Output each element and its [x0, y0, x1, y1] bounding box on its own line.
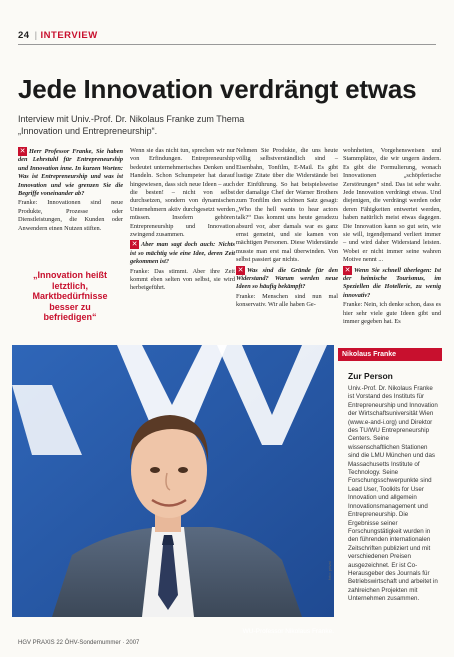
question-marker-icon: ✕: [131, 240, 138, 249]
text-column-3: [236, 147, 338, 311]
text-column-2: [130, 147, 235, 294]
answer: Franke: Das stimmt. Aber ihre Zeit kommt eben selten von selbst, sie wird herbeigeführt.: [130, 267, 235, 292]
question: Was sind die Gründe für den Widerstand? Warum werden neue Ideen so häufig bekämpft?: [236, 266, 338, 291]
intro-text: Interview mit Univ.-Prof. Dr. Nikolaus Franke zum Thema „Innovation und Entrepreneurship“.: [18, 114, 245, 136]
header-rule: [18, 44, 436, 45]
answer: Franke: Innovationen sind neue Produkte, Prozesse oder Dienstleistungen, die Kunden oder Anwendern einen Nutzen stiften.: [18, 199, 123, 232]
section-header: [18, 28, 98, 42]
page-footer: HGV PRAXIS 22 ÖHV-Sondernummer · 2007: [18, 640, 140, 646]
question-marker-icon: ✕: [19, 147, 26, 155]
portrait-photo: [12, 345, 334, 617]
header-divider: |: [34, 29, 38, 41]
answer: Franke: Menschen sind nun mal konservativ. Wir alle haben Ge-: [236, 292, 338, 309]
paragraph: wohnheiten, Vorgehensweisen und Stammplätze, die wir ungern ändern. Es gibt die Formulierung, wonach Innovationen „schöpferische Zerstörungen“ sind. Das ist sehr wahr. Jede Innovation verdrängt etwas. Und diejenigen, die verdrängt werden oder deren Fähigkeiten entwertet werden, haben natürlich meist etwas dagegen. Die Innovation kann so gut sein, wie sie will, irgendjemand verliert immer – und wird daher Widerstand leisten. Wobei er nicht immer seine wahren Motive nennt ...: [343, 147, 441, 264]
answer: Franke: Nein, ich denke schon, dass es hier sehr viele gute Ideen gibt und immer gegeben hat. Es: [343, 301, 441, 326]
question: Herr Professor Franke, Sie haben den Lehrstuhl für Entrepreneurship und Innovation inne. In kurzen Worten: Was ist Entrepreneurship und was ist Innovation und wie grenzen Sie die Begriffe voneinander ab?: [18, 147, 123, 197]
page-number: 24: [18, 29, 30, 41]
paragraph: Nehmen Sie Produkte, die uns heute völlig selbstverständlich sind – Eisenbahn, Tonfilm, E-Mail. Es gibt lustige Zitate über die Widerstände bei der Einführung. So hat beispielsweise der damalige Chef der Warner Brothers zum Tonfilm den schönen Satz gesagt: „Who the hell wants to hear actors talk?“ Das kommt uns heute geradezu absurd vor, aber damals war es ganz ernst gemeint, und sie kamen von mächtigen Personen. Diese Widerstände musste man erst mal überwinden. Von selbst passiert gar nichts.: [236, 147, 338, 264]
question-marker-icon: ✕: [237, 265, 244, 274]
bio-sidebar: [338, 348, 442, 623]
sidebar-body: Univ.-Prof. Dr. Nikolaus Franke ist Vorstand des Instituts für Entrepreneurship und Innovation der Wirtschaftsuniversität Wien (www.e-and-i.org) und Direktor des TU/WU Entrepreneurship Centers. Seine wissenschaftlichen Stationen sind die LMU München und das Massachusetts Institute of Technology. Seine Forschungsschwerpunkte sind Lead User, Toolkits for User Innovation und allgemein Innovationsmanagement und Entrepreneurship. Die Ergebnisse seiner Forschungstätigkeit wurden in den führenden internationalen Zeitschriften publiziert und mit verschiedenen Preisen ausgezeichnet. Er ist Co-Herausgeber des Journals für Betriebswirtschaft und arbeitet in zahlreichen Projekten mit Unternehmen zusammen.: [348, 385, 438, 603]
section-label: INTERVIEW: [40, 29, 98, 41]
text-column-1: [18, 147, 123, 234]
photo-credit: foto: privat: [327, 561, 332, 580]
pull-quote: „Innovation heißt letztlich, Marktbedürfnisse besser zu befriedigen“: [32, 270, 108, 322]
photo-caption: WU-Professor Nikolaus Franke.: [242, 628, 334, 635]
paragraph: Wenn sie das nicht tun, sprechen wir nur von Erfindungen. Entrepreneurship bedeutet unternehmerisches Denken und Handeln. Schon Schumpeter hat darauf hingewiesen, dass sich neue Ideen – auch die besten! – nicht von selbst durchsetzen, sondern von dynamischen Unternehmern aktiv durchgesetzt werden müssen. Insofern gehören Entrepreneurship und Innovation zwingend zusammen.: [130, 147, 235, 239]
portrait-illustration: [12, 345, 334, 617]
text-column-4: [343, 147, 441, 327]
question: Wenn Sie schnell überlegen: Ist der heimische Tourismus, im Speziellen die Hotellerie, zu wenig innovativ?: [343, 266, 441, 299]
question-marker-icon: ✕: [344, 265, 351, 274]
sidebar-title: Zur Person: [348, 371, 393, 381]
question: Aber man sagt doch auch: Nichts ist so mächtig wie eine Idee, deren Zeit gekommen ist?: [130, 241, 235, 266]
headline: Jede Innovation verdrängt etwas: [18, 74, 417, 104]
sidebar-header: Nikolaus Franke: [338, 348, 442, 361]
